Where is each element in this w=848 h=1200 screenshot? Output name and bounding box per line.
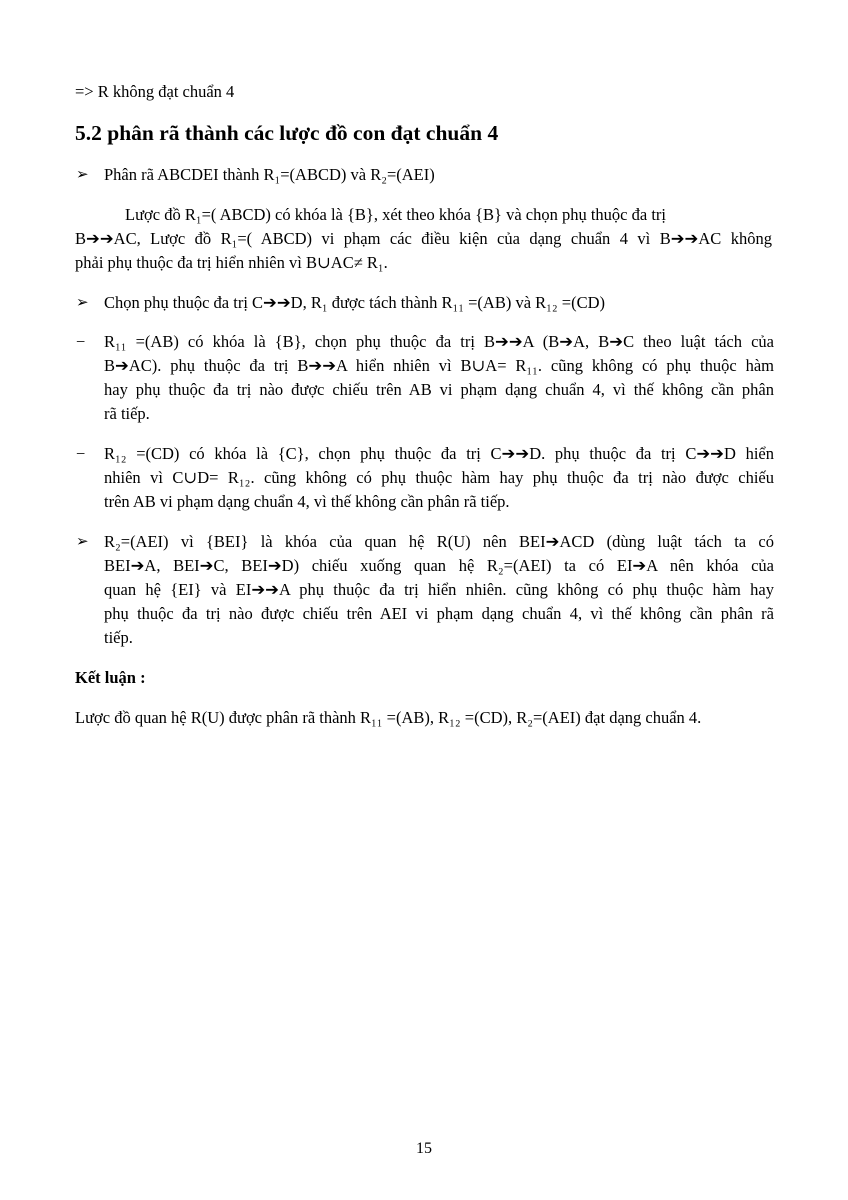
dash-2-line-3: trên AB vi phạm dạng chuẩn 4, vì thế không cần phân rã tiếp.: [104, 492, 510, 511]
conclusion-label: Kết luận :: [75, 668, 146, 687]
dash-1-line-1: R₁₁ =(AB) có khóa là {B}, chọn phụ thuộc đa trị B➔➔A (B➔A, B➔C theo luật tách của: [104, 332, 774, 351]
para-1-line-1: Lược đồ R₁=( ABCD) có khóa là {B}, xét theo khóa {B} và chọn phụ thuộc đa trị: [125, 205, 666, 224]
para-1-line-2: B➔➔AC, Lược đồ R₁=( ABCD) vi phạm các điều kiện của dạng chuẩn 4 vì B➔➔AC không: [75, 229, 772, 248]
intro-line: => R không đạt chuẩn 4: [75, 82, 235, 101]
dash-1-line-4: rã tiếp.: [104, 404, 150, 423]
section-heading: 5.2 phân rã thành các lược đồ con đạt chuẩn 4: [75, 121, 499, 145]
para-1-line-3: phải phụ thuộc đa trị hiển nhiên vì B∪AC≠ R₁.: [75, 253, 388, 272]
page-number: 15: [416, 1140, 432, 1157]
dash-1-line-2: B➔AC). phụ thuộc đa trị B➔➔A hiển nhiên vì B∪A= R₁₁. cũng không có phụ thuộc hàm: [104, 356, 774, 375]
bullet-2-text: Chọn phụ thuộc đa trị C➔➔D, R₁ được tách thành R₁₁ =(AB) và R₁₂ =(CD): [104, 293, 606, 312]
bullet-3-line-3: quan hệ {EI} và EI➔➔A phụ thuộc đa trị hiển nhiên. cũng không có phụ thuộc hàm hay: [104, 580, 774, 599]
bullet-arrow-icon: ➢: [76, 167, 89, 183]
conclusion-text: Lược đồ quan hệ R(U) được phân rã thành R₁₁ =(AB), R₁₂ =(CD), R₂=(AEI) đạt dạng chuẩn 4.: [75, 708, 702, 727]
dash-2-line-1: R₁₂ =(CD) có khóa là {C}, chọn phụ thuộc đa trị C➔➔D. phụ thuộc đa trị C➔➔D hiển: [104, 444, 774, 463]
dash-marker: −: [76, 332, 86, 351]
bullet-arrow-icon: ➢: [76, 295, 89, 311]
bullet-arrow-icon: ➢: [76, 534, 89, 550]
dash-1-line-3: hay phụ thuộc đa trị nào được chiếu trên AB vi phạm dạng chuẩn 4, vì thế không cần phân: [104, 380, 774, 399]
bullet-3-line-4: phụ thuộc đa trị nào được chiếu trên AEI vi phạm dạng chuẩn 4, vì thế không cần phân rã: [104, 604, 774, 623]
bullet-1-text: Phân rã ABCDEI thành R₁=(ABCD) và R₂=(AEI): [104, 165, 435, 184]
bullet-3-line-5: tiếp.: [104, 628, 133, 647]
bullet-3-line-2: BEI➔A, BEI➔C, BEI➔D) chiếu xuống quan hệ R₂=(AEI) ta có EI➔A nên khóa của: [104, 556, 774, 575]
bullet-3-line-1: R₂=(AEI) vì {BEI} là khóa của quan hệ R(U) nên BEI➔ACD (dùng luật tách ta có: [104, 532, 774, 551]
dash-2-line-2: nhiên vì C∪D= R₁₂. cũng không có phụ thuộc hàm hay phụ thuộc đa trị nào được chiếu: [104, 468, 774, 487]
dash-marker: −: [76, 444, 86, 463]
